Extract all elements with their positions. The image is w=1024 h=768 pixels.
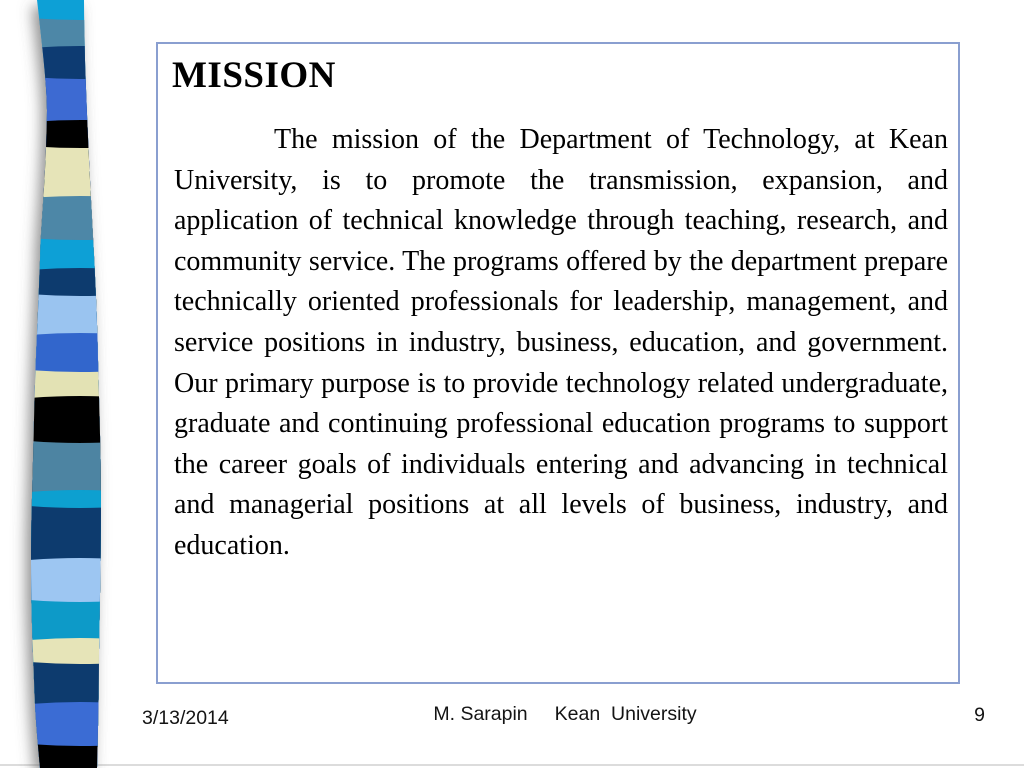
ribbon-color-bands bbox=[0, 0, 160, 768]
footer-date: 3/13/2014 bbox=[142, 707, 229, 729]
footer-institution: Kean University bbox=[554, 703, 697, 725]
mission-text-box bbox=[156, 42, 960, 684]
slide-title: MISSION bbox=[172, 55, 336, 96]
footer-page-number: 9 bbox=[974, 704, 985, 726]
slide-body-paragraph: The mission of the Department of Technology, at Kean University, is to promote the transmission, expansion, and application of technical knowledge through teaching, research, and community service. The programs offered by the department prepare technically oriented professionals for leadership, management, and service positions in industry, business, education, and government. Our primary purpose is to provide technology related undergraduate, graduate and continuing professional education programs to support the career goals of individuals entering and advancing in technical and managerial positions at all levels of business, industry, and education. bbox=[174, 124, 948, 561]
footer-center-group bbox=[433, 703, 696, 726]
footer-author: M. Sarapin bbox=[433, 703, 528, 725]
ribbon-stripe-decoration bbox=[0, 0, 160, 768]
